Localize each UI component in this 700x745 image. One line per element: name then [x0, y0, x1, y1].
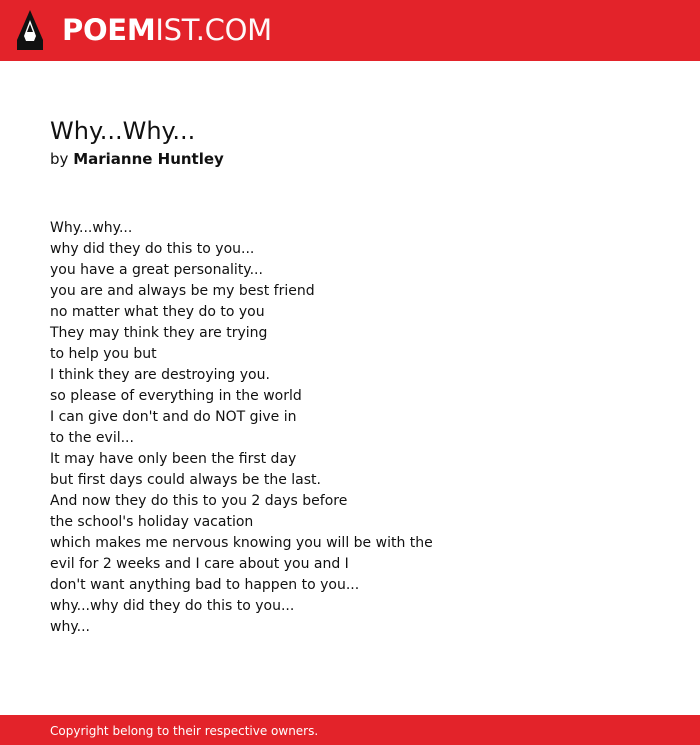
- poem-title: Why...Why...: [50, 117, 196, 145]
- poem-line: you have a great personality...: [50, 262, 263, 278]
- poem-line: the school's holiday vacation: [50, 514, 254, 530]
- poem-line: Why...why...: [50, 220, 133, 236]
- poem-line: which makes me nervous knowing you will be with the: [50, 535, 433, 551]
- poem-line: to help you but: [50, 346, 157, 362]
- site-footer: [0, 715, 700, 745]
- poem-line: It may have only been the first day: [50, 451, 297, 467]
- site-logo[interactable]: [62, 12, 272, 48]
- poem-body: [50, 218, 670, 638]
- pencil-tip-icon[interactable]: [17, 10, 43, 50]
- poem-line: but first days could always be the last.: [50, 472, 321, 488]
- poem-line: so please of everything in the world: [50, 388, 302, 404]
- poem-line: They may think they are trying: [50, 325, 268, 341]
- poem-line: don't want anything bad to happen to you...: [50, 577, 360, 593]
- poem-line: why did they do this to you...: [50, 241, 255, 257]
- poem-line: why...: [50, 619, 90, 635]
- copyright-notice: Copyright belong to their respective owners.: [50, 724, 319, 738]
- poem-line: And now they do this to you 2 days before: [50, 493, 348, 509]
- poem-line: you are and always be my best friend: [50, 283, 315, 299]
- by-label: by: [50, 150, 69, 168]
- poem-line: evil for 2 weeks and I care about you and I: [50, 556, 349, 572]
- site-header: [0, 0, 700, 61]
- poem-line: to the evil...: [50, 430, 134, 446]
- poem-line: I think they are destroying you.: [50, 367, 270, 383]
- logo-text-light: IST.COM: [155, 13, 272, 47]
- poem-line: I can give don't and do NOT give in: [50, 409, 297, 425]
- byline: [50, 148, 224, 170]
- poem-line: no matter what they do to you: [50, 304, 265, 320]
- author-name[interactable]: Marianne Huntley: [73, 150, 224, 168]
- poem-line: why...why did they do this to you...: [50, 598, 295, 614]
- logo-text-bold: POEM: [62, 13, 156, 47]
